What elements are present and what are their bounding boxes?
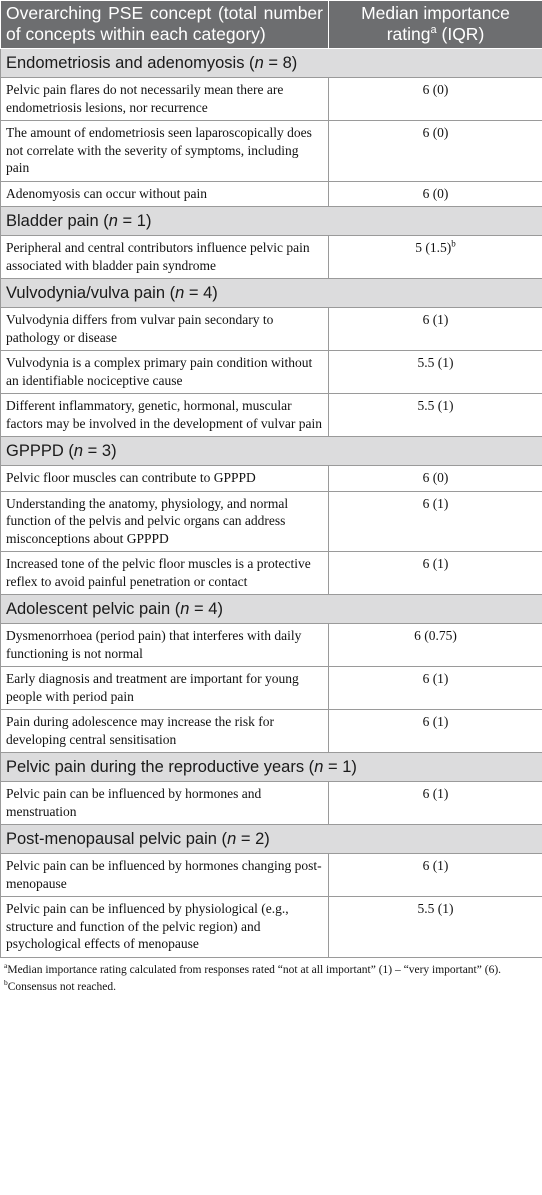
table-row (1, 897, 542, 958)
rating-cell (329, 121, 542, 182)
table-row (1, 78, 542, 121)
concept-cell: Different inflammatory, genetic, hormonal, muscular factors may be involved in the development of vulvar pain (1, 394, 329, 437)
category-row (1, 753, 542, 782)
table-row (1, 351, 542, 394)
rating-cell (329, 667, 542, 710)
rating-value: 6 (0) (422, 185, 449, 201)
rating-cell (329, 351, 542, 394)
table-row (1, 854, 542, 897)
rating-value: 5.5 (1) (417, 398, 454, 413)
rating-value: 6 (1) (422, 556, 449, 571)
n-symbol: n (254, 54, 264, 72)
concept-cell: Vulvodynia differs from vulvar pain secondary to pathology or disease (1, 308, 329, 351)
concept-cell: Pelvic pain can be influenced by hormones changing post-menopause (1, 854, 329, 897)
table-row (1, 491, 542, 552)
rating-cell (329, 308, 542, 351)
category-row (1, 279, 542, 308)
n-symbol: n (314, 758, 324, 776)
concept-cell: Peripheral and central contributors influence pelvic pain associated with bladder pain syndrome (1, 236, 329, 279)
rating-value: 6 (0) (422, 82, 449, 97)
footnote-a (4, 960, 538, 977)
table-row (1, 552, 542, 595)
n-symbol: n (108, 212, 118, 230)
rating-cell (329, 710, 542, 753)
footnote-b (4, 977, 538, 994)
table-row (1, 710, 542, 753)
footnote-mark: b (4, 977, 8, 987)
rating-value: 6 (1) (422, 495, 449, 511)
rating-cell (329, 897, 542, 958)
rating-cell (329, 236, 542, 279)
concept-cell: Adenomyosis can occur without pain (1, 181, 329, 207)
category-cell: Endometriosis and adenomyosis (n = 8) (1, 49, 542, 78)
footnotes (0, 960, 542, 994)
category-title: Endometriosis and adenomyosis (6, 54, 245, 72)
category-row (1, 825, 542, 854)
rating-value: 6 (1) (422, 671, 449, 686)
header-row (1, 1, 542, 49)
rating-cell (329, 854, 542, 897)
concept-cell: Vulvodynia is a complex primary pain condition without an identifiable nociceptive cause (1, 351, 329, 394)
rating-cell (329, 624, 542, 667)
table-row (1, 308, 542, 351)
category-row (1, 49, 542, 78)
concept-cell: Pelvic pain can be influenced by physiological (e.g., structure and function of the pelvic region) and psychological effects of menopause (1, 897, 329, 958)
n-symbol: n (227, 830, 237, 848)
rating-value: 5.5 (1) (417, 355, 454, 370)
concept-cell: Early diagnosis and treatment are important for young people with period pain (1, 667, 329, 710)
concept-cell: Understanding the anatomy, physiology, and normal function of the pelvis and pelvic organs can address misconceptions about GPPPD (1, 491, 329, 552)
concept-cell: Increased tone of the pelvic floor muscles is a protective reflex to avoid painful penetration or contact (1, 552, 329, 595)
rating-value: 6 (1) (422, 858, 449, 873)
concept-cell: Pelvic floor muscles can contribute to GPPPD (1, 466, 329, 492)
concept-cell: Pelvic pain can be influenced by hormones and menstruation (1, 782, 329, 825)
footnote-text: Consensus not reached. (7, 980, 117, 993)
rating-cell (329, 181, 542, 207)
header-rating-label: Median importance rating (361, 3, 510, 44)
header-rating (329, 1, 542, 49)
rating-value: 6 (1) (422, 786, 449, 801)
rating-cell (329, 466, 542, 492)
rating-cell (329, 782, 542, 825)
rating-value: 6 (1) (422, 312, 449, 327)
concept-cell: The amount of endometriosis seen laparoscopically does not correlate with the severity of symptoms, including pain (1, 121, 329, 182)
category-title: Adolescent pelvic pain (6, 600, 171, 618)
table-row (1, 181, 542, 207)
rating-cell (329, 491, 542, 552)
category-title: Post-menopausal pelvic pain (6, 830, 217, 848)
table-row (1, 667, 542, 710)
rating-cell (329, 394, 542, 437)
n-symbol: n (73, 442, 84, 460)
rating-value: 6 (0) (422, 125, 449, 140)
category-count: 4 (203, 284, 213, 302)
table-row (1, 466, 542, 492)
category-count: 2 (255, 830, 265, 848)
rating-value: 5.5 (1) (417, 901, 454, 916)
rating-cell (329, 552, 542, 595)
rating-value: 6 (0) (422, 470, 449, 485)
n-symbol: n (175, 284, 185, 302)
header-rating-suffix: (IQR) (441, 24, 485, 44)
category-count: 8 (282, 54, 292, 72)
category-title: GPPPD (6, 442, 64, 460)
category-count: 1 (136, 212, 146, 230)
category-title: Pelvic pain during the reproductive years (6, 758, 305, 776)
rating-value: 6 (0.75) (414, 628, 457, 643)
category-count: 3 (101, 442, 112, 460)
category-cell: GPPPD (n = 3) (1, 437, 542, 466)
category-row (1, 595, 542, 624)
rating-value: 5 (1.5) (415, 240, 452, 255)
header-rating-note: a (430, 24, 437, 37)
table-body (1, 49, 542, 958)
footnote-mark: a (4, 960, 8, 970)
category-cell: Adolescent pelvic pain (n = 4) (1, 595, 542, 624)
header-concept-label: Overarching PSE concept (total number of concepts within each category) (6, 3, 323, 44)
category-cell: Pelvic pain during the reproductive years (n = 1) (1, 753, 542, 782)
footnote-text: Median importance rating calculated from responses rated “not at all important” (1) – “very important” (6). (7, 963, 502, 976)
n-symbol: n (180, 600, 190, 618)
table-row (1, 394, 542, 437)
category-row (1, 437, 542, 466)
category-title: Bladder pain (6, 212, 99, 230)
table-row (1, 782, 542, 825)
rating-cell (329, 78, 542, 121)
table-row (1, 236, 542, 279)
rating-value: 6 (1) (422, 714, 449, 729)
concept-cell: Pain during adolescence may increase the risk for developing central sensitisation (1, 710, 329, 753)
category-cell: Bladder pain (n = 1) (1, 207, 542, 236)
category-cell: Post-menopausal pelvic pain (n = 2) (1, 825, 542, 854)
rating-note: b (451, 238, 456, 249)
category-count: 4 (208, 600, 218, 618)
category-cell: Vulvodynia/vulva pain (n = 4) (1, 279, 542, 308)
table-row (1, 624, 542, 667)
table-row (1, 121, 542, 182)
category-title: Vulvodynia/vulva pain (6, 284, 165, 302)
category-row (1, 207, 542, 236)
concept-cell: Pelvic pain flares do not necessarily mean there are endometriosis lesions, nor recurrence (1, 78, 329, 121)
header-concept (1, 1, 329, 49)
concept-cell: Dysmenorrhoea (period pain) that interferes with daily functioning is not normal (1, 624, 329, 667)
category-count: 1 (342, 758, 352, 776)
